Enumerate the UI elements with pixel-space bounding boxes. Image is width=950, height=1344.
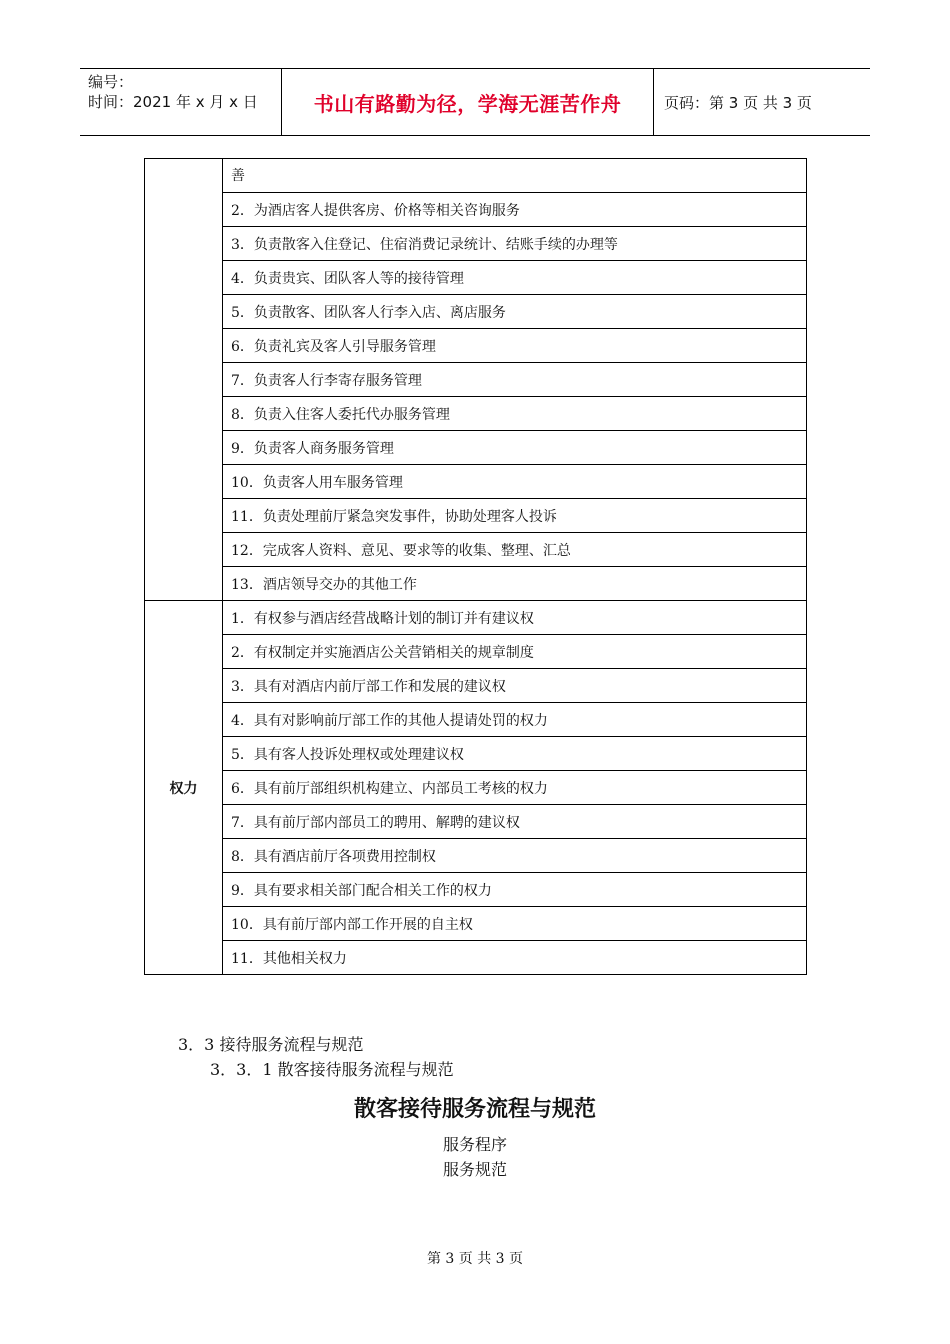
power-item: 8．具有酒店前厅各项费用控制权 xyxy=(223,839,807,873)
header-meta xyxy=(80,69,282,135)
power-item: 5．具有客人投诉处理权或处理建议权 xyxy=(223,737,807,771)
power-item: 9．具有要求相关部门配合相关工作的权力 xyxy=(223,873,807,907)
power-item: 7．具有前厅部内部员工的聘用、解聘的建议权 xyxy=(223,805,807,839)
service-procedure-label: 服务程序 xyxy=(442,1135,507,1154)
responsibility-item: 2．为酒店客人提供客房、价格等相关咨询服务 xyxy=(223,193,807,227)
responsibility-item: 10．负责客人用车服务管理 xyxy=(223,465,807,499)
power-item: 6．具有前厅部组织机构建立、内部员工考核的权力 xyxy=(223,771,807,805)
responsibility-row xyxy=(145,193,807,227)
page-header xyxy=(80,68,870,136)
responsibility-row xyxy=(145,159,807,193)
duties-table xyxy=(144,158,807,975)
responsibility-item: 9．负责客人商务服务管理 xyxy=(223,431,807,465)
power-item: 1．有权参与酒店经营战略计划的制订并有建议权 xyxy=(223,601,807,635)
responsibility-row xyxy=(145,431,807,465)
power-item: 2．有权制定并实施酒店公关营销相关的规章制度 xyxy=(223,635,807,669)
responsibility-item: 12．完成客人资料、意见、要求等的收集、整理、汇总 xyxy=(223,533,807,567)
power-item: 3．具有对酒店内前厅部工作和发展的建议权 xyxy=(223,669,807,703)
power-row xyxy=(145,771,807,805)
responsibility-item: 3．负责散客入住登记、住宿消费记录统计、结账手续的办理等 xyxy=(223,227,807,261)
power-row xyxy=(145,635,807,669)
responsibility-row xyxy=(145,567,807,601)
responsibility-item: 7．负责客人行李寄存服务管理 xyxy=(223,363,807,397)
power-row xyxy=(145,873,807,907)
responsibility-row xyxy=(145,363,807,397)
power-row xyxy=(145,601,807,635)
responsibility-item: 善 xyxy=(223,159,807,193)
service-standard-label: 服务规范 xyxy=(442,1160,507,1179)
responsibility-row xyxy=(145,397,807,431)
page-footer: 第 3 页 共 3 页 xyxy=(426,1251,524,1267)
responsibility-item: 11．负责处理前厅紧急突发事件，协助处理客人投诉 xyxy=(223,499,807,533)
section-3-3-heading: 3．3 接待服务流程与规范 xyxy=(178,1035,364,1054)
responsibility-item: 13．酒店领导交办的其他工作 xyxy=(223,567,807,601)
power-row xyxy=(145,941,807,975)
responsibility-category-cell xyxy=(145,159,223,601)
power-row xyxy=(145,737,807,771)
responsibility-row xyxy=(145,465,807,499)
responsibility-row xyxy=(145,295,807,329)
responsibility-row xyxy=(145,261,807,295)
responsibility-item: 6．负责礼宾及客人引导服务管理 xyxy=(223,329,807,363)
header-page-info: 页码：第 3 页 共 3 页 xyxy=(664,93,812,112)
power-item: 11．其他相关权力 xyxy=(223,941,807,975)
responsibility-item: 5．负责散客、团队客人行李入店、离店服务 xyxy=(223,295,807,329)
responsibility-item: 8．负责入住客人委托代办服务管理 xyxy=(223,397,807,431)
power-item: 4．具有对影响前厅部工作的其他人提请处罚的权力 xyxy=(223,703,807,737)
time-label: 时间：2021 年 x 月 x 日 xyxy=(88,93,258,111)
power-row xyxy=(145,839,807,873)
power-row xyxy=(145,703,807,737)
power-row xyxy=(145,805,807,839)
responsibility-row xyxy=(145,533,807,567)
number-label: 编号： xyxy=(88,73,134,91)
header-motto: 书山有路勤为径，学海无涯苦作舟 xyxy=(282,69,654,135)
responsibility-row xyxy=(145,227,807,261)
power-row xyxy=(145,907,807,941)
responsibility-item: 4．负责贵宾、团队客人等的接待管理 xyxy=(223,261,807,295)
main-title: 散客接待服务流程与规范 xyxy=(353,1097,596,1122)
power-row xyxy=(145,669,807,703)
section-3-3-1-heading: 3．3．1 散客接待服务流程与规范 xyxy=(210,1060,454,1079)
power-category-cell: 权力 xyxy=(145,601,223,975)
responsibility-row xyxy=(145,329,807,363)
responsibility-row xyxy=(145,499,807,533)
power-item: 10．具有前厅部内部工作开展的自主权 xyxy=(223,907,807,941)
